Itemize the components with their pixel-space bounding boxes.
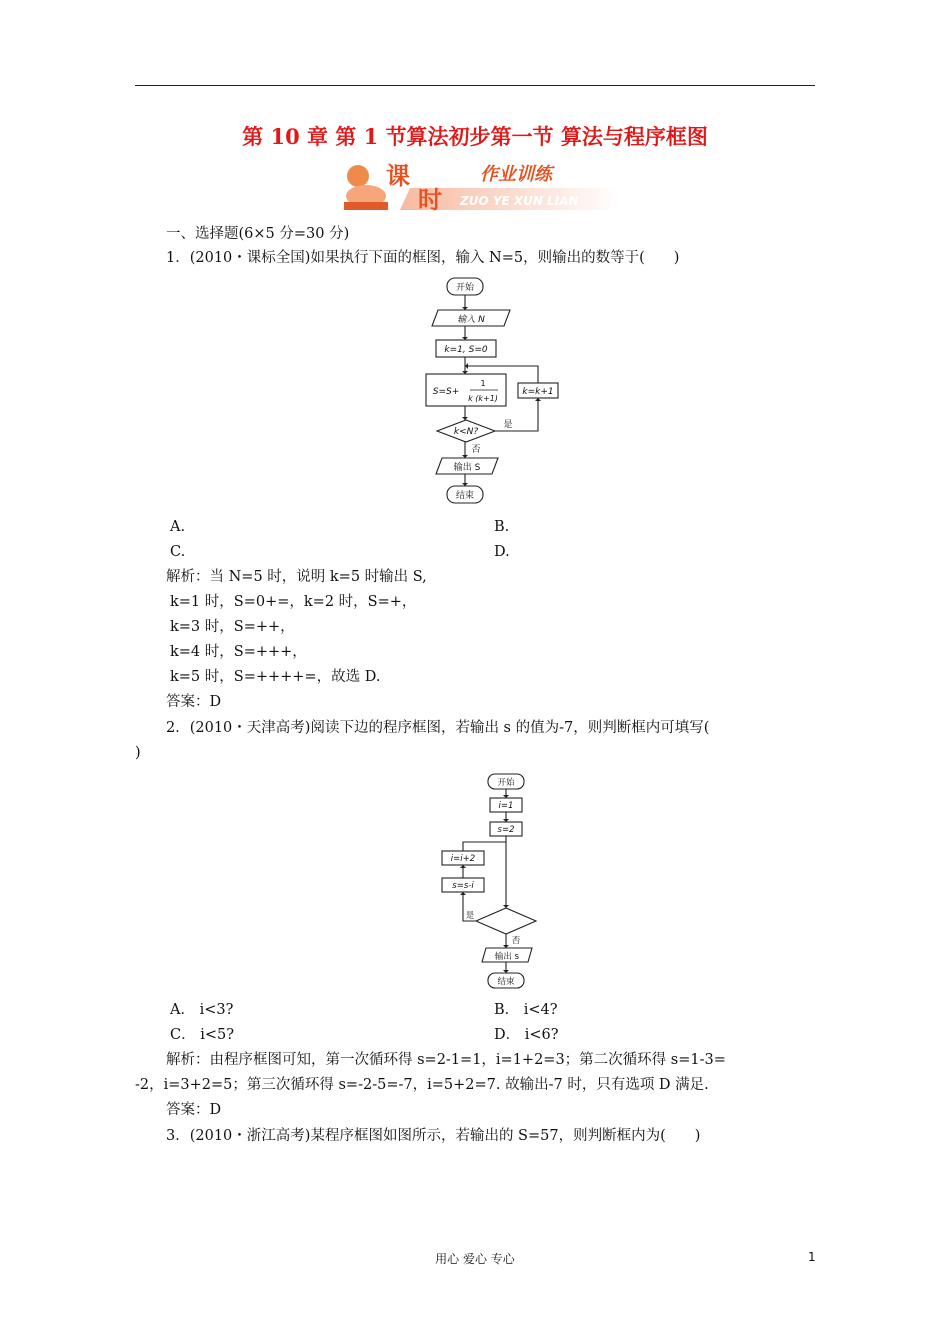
q2-flowchart: [436, 772, 546, 992]
q1-option-b: B.: [494, 519, 510, 535]
q2-init-i-label: i=1: [498, 801, 514, 811]
homework-banner: [340, 158, 620, 212]
q2-update-s-label: s=s-i: [452, 881, 474, 891]
q1-start-label: 开始: [455, 283, 475, 293]
q1-option-a: A.: [170, 519, 186, 535]
q2-stem-cont: ): [135, 745, 141, 761]
footer-slogan: 用心 爱心 专心: [435, 1252, 515, 1266]
q2-option-c: C． i<5?: [170, 1027, 234, 1043]
q2-answer: 答案：D: [166, 1102, 222, 1118]
q2-start-label: 开始: [497, 778, 515, 788]
q2-init-s-label: s=2: [497, 825, 515, 835]
q2-update-i-label: i=i+2: [450, 854, 476, 864]
q2-analysis-line: 解析：由程序框图可知，第一次循环得 s=2-1=1，i=1+2=3；第二次循环得 s=1-3=: [166, 1052, 726, 1068]
page-title: 第 10 章 第 1 节算法初步第一节 算法与程序框图: [242, 124, 708, 149]
banner-ke: 课: [386, 162, 410, 190]
q1-answer: 答案：D: [166, 694, 222, 710]
banner-pinyin: ZUO YE XUN LIAN: [460, 194, 579, 208]
q1-output-label: 输出 S: [453, 463, 481, 473]
q1-formula-left: S=S+: [432, 387, 460, 397]
q3-stem: 3．(2010・浙江高考)某程序框图如图所示，若输出的 S=57，则判断框内为( ): [166, 1128, 701, 1144]
q1-formula-num: 1: [480, 379, 486, 388]
q2-output-label: 输出 s: [494, 952, 520, 962]
q1-analysis-line: k=4 时，S=+++，: [170, 644, 307, 660]
q2-end-label: 结束: [497, 977, 515, 987]
q2-option-d: D． i<6?: [494, 1027, 559, 1043]
q1-analysis-line: k=3 时，S=++，: [170, 619, 295, 635]
q1-cond-label: k<N?: [453, 427, 479, 437]
q1-end-label: 结束: [455, 491, 475, 501]
q1-formula-den: k (k+1): [468, 394, 498, 403]
q2-stem: 2．(2010・天津高考)阅读下边的程序框图，若输出 s 的值为-7，则判断框内可填写(: [166, 720, 710, 736]
q1-init-label: k=1, S=0: [444, 345, 488, 355]
q2-option-b: B． i<4?: [494, 1002, 558, 1018]
q1-yes-label: 是: [503, 420, 513, 430]
q1-analysis-line: k=5 时，S=++++=，故选 D.: [170, 669, 381, 685]
q1-input-label: 输入 N: [457, 315, 485, 325]
q1-stem: 1．(2010・课标全国)如果执行下面的框图，输入 N=5，则输出的数等于( ): [166, 250, 680, 266]
section-heading: 一、选择题(6×5 分=30 分): [166, 226, 350, 242]
q1-option-c: C.: [170, 544, 186, 560]
girl-illustration-icon: [344, 165, 388, 210]
q1-inc-label: k=k+1: [522, 387, 554, 397]
q1-flowchart: [420, 276, 570, 510]
q1-analysis-line: k=1 时，S=0+=，k=2 时，S=+，: [170, 594, 417, 610]
q2-no-label: 否: [511, 936, 521, 946]
q1-option-d: D.: [494, 544, 510, 560]
q2-analysis-line: -2，i=3+2=5；第三次循环得 s=-2-5=-7，i=5+2=7. 故输出-7 时，只有选项 D 满足.: [135, 1077, 709, 1093]
q1-no-label: 否: [471, 445, 481, 455]
q2-option-a: A． i<3?: [170, 1002, 234, 1018]
banner-zuoye: 作业训练: [480, 164, 552, 185]
q2-yes-label: 是: [465, 911, 475, 921]
q1-analysis-line: 解析：当 N=5 时，说明 k=5 时输出 S,: [166, 569, 427, 585]
q2-cond-node: [476, 908, 536, 934]
banner-shi: 时: [418, 186, 442, 212]
page-number: 1: [808, 1250, 816, 1264]
header-rule: [135, 85, 815, 86]
